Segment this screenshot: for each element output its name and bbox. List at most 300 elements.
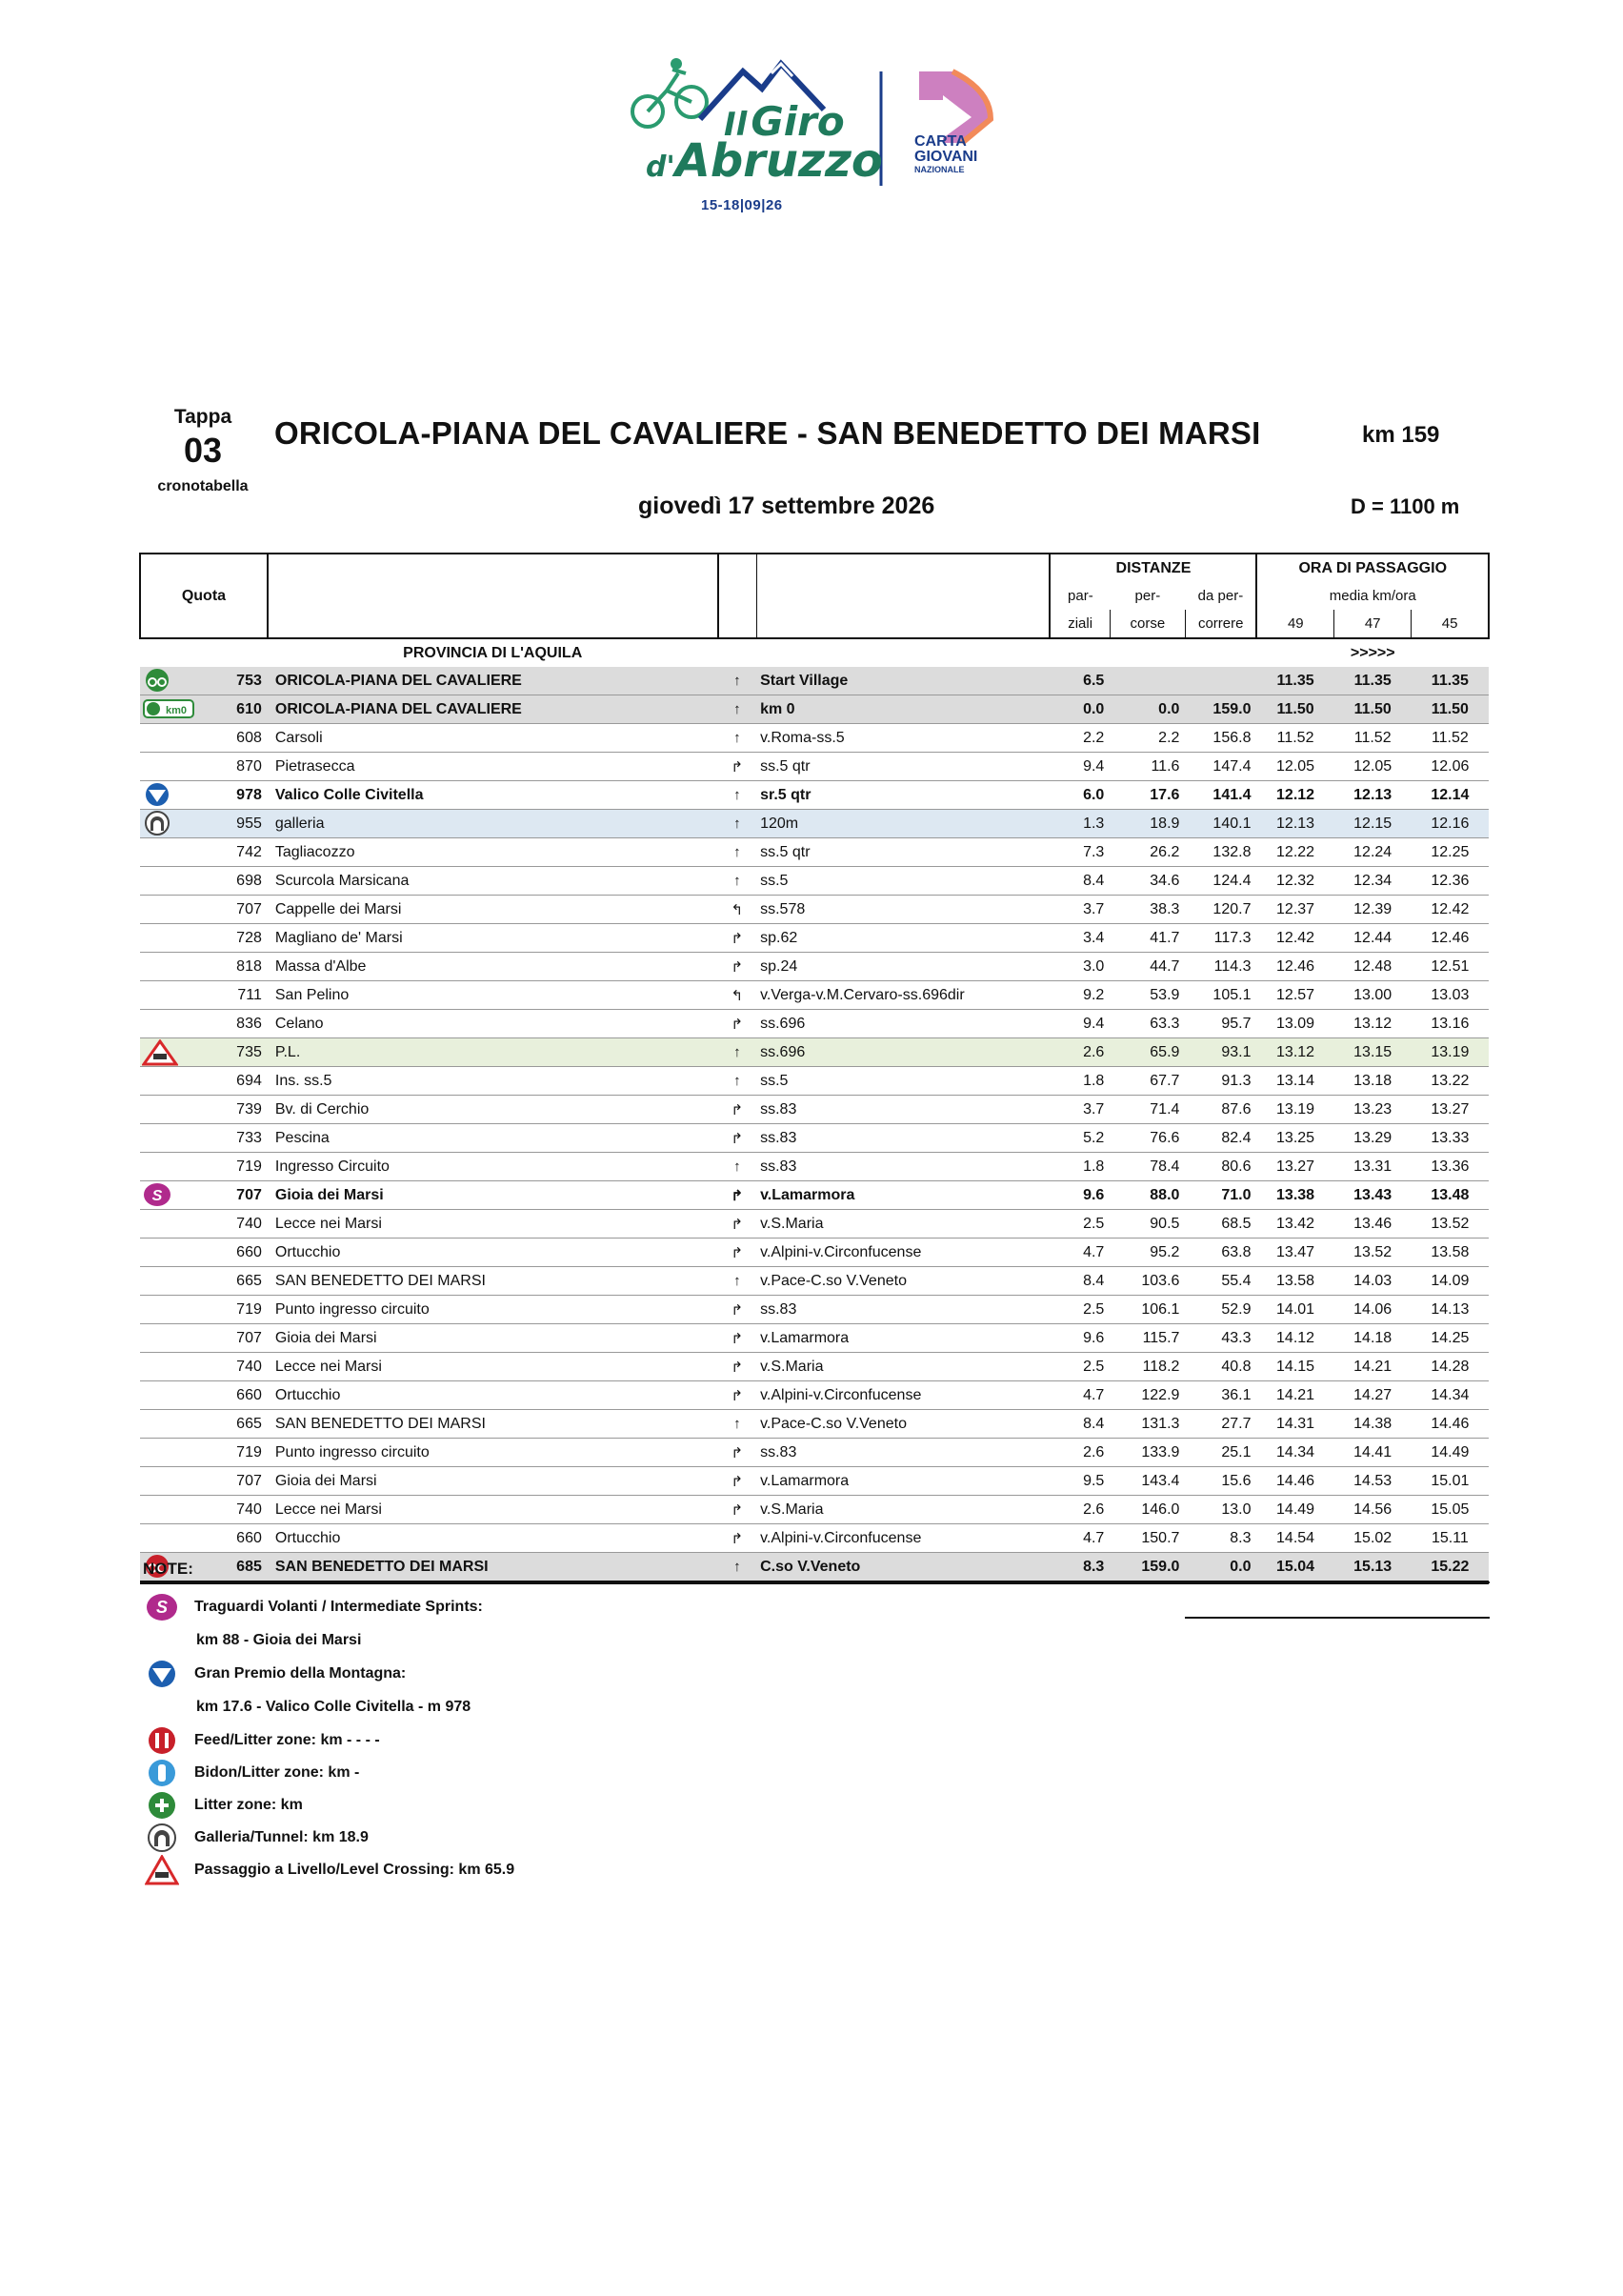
road-cell: v.S.Maria bbox=[756, 1496, 1050, 1524]
remaining-km-cell: 124.4 bbox=[1185, 867, 1256, 896]
time-45-cell: 15.11 bbox=[1412, 1524, 1489, 1553]
time-45-cell: 13.36 bbox=[1412, 1153, 1489, 1181]
quota-cell: 818 bbox=[140, 953, 268, 981]
time-45-cell: 13.48 bbox=[1412, 1181, 1489, 1210]
remaining-km-cell: 156.8 bbox=[1185, 724, 1256, 753]
location-cell: Ins. ss.5 bbox=[268, 1067, 718, 1096]
time-45-cell: 14.34 bbox=[1412, 1381, 1489, 1410]
covered-km-cell: 26.2 bbox=[1110, 838, 1185, 867]
partial-km-cell: 5.2 bbox=[1050, 1124, 1110, 1153]
note-litter: Litter zone: km bbox=[143, 1789, 810, 1822]
time-47-cell: 14.03 bbox=[1334, 1267, 1412, 1296]
road-cell: v.Lamarmora bbox=[756, 1181, 1050, 1210]
covered-km-cell: 159.0 bbox=[1110, 1553, 1185, 1583]
time-45-cell: 13.27 bbox=[1412, 1096, 1489, 1124]
road-cell: v.S.Maria bbox=[756, 1210, 1050, 1239]
road-cell: v.Alpini-v.Circonfucense bbox=[756, 1381, 1050, 1410]
partial-km-cell: 6.5 bbox=[1050, 667, 1110, 695]
time-49-cell: 13.25 bbox=[1256, 1124, 1333, 1153]
partial-km-cell: 3.4 bbox=[1050, 924, 1110, 953]
table-row bbox=[140, 981, 1489, 1010]
road-cell: ss.5 bbox=[756, 1067, 1050, 1096]
partial-km-cell: 2.5 bbox=[1050, 1210, 1110, 1239]
partial-km-cell: 2.6 bbox=[1050, 1439, 1110, 1467]
stage-label: Tappa bbox=[173, 406, 232, 428]
table-row bbox=[140, 1267, 1489, 1296]
location-cell: Ortucchio bbox=[268, 1524, 718, 1553]
time-49-cell: 12.42 bbox=[1256, 924, 1333, 953]
direction-cell: ↰ bbox=[718, 981, 757, 1010]
quota-cell: 711 bbox=[140, 981, 268, 1010]
partial-header-2: ziali bbox=[1050, 610, 1110, 638]
time-47-cell: 14.21 bbox=[1334, 1353, 1412, 1381]
time-45-cell: 12.36 bbox=[1412, 867, 1489, 896]
time-49-cell: 13.09 bbox=[1256, 1010, 1333, 1038]
distances-header: DISTANZE bbox=[1050, 554, 1256, 582]
note-gpm-detail: km 17.6 - Valico Colle Civitella - m 978 bbox=[196, 1699, 471, 1715]
direction-cell: ↱ bbox=[718, 1124, 757, 1153]
direction-cell: ↑ bbox=[718, 1410, 757, 1439]
average-speed-header: media km/ora bbox=[1256, 582, 1489, 610]
remaining-km-cell: 63.8 bbox=[1185, 1239, 1256, 1267]
quota-cell: 739 bbox=[140, 1096, 268, 1124]
level-crossing-icon bbox=[143, 1854, 181, 1886]
carta-giovani-text: CARTA GIOVANI NAZIONALE bbox=[914, 133, 978, 174]
km0-icon bbox=[142, 696, 195, 724]
remaining-km-cell: 132.8 bbox=[1185, 838, 1256, 867]
remaining-km-cell: 68.5 bbox=[1185, 1210, 1256, 1239]
giro-il-text: IlGiro bbox=[724, 98, 845, 145]
remaining-km-cell: 8.3 bbox=[1185, 1524, 1256, 1553]
time-49-cell: 13.42 bbox=[1256, 1210, 1333, 1239]
time-47-cell: 14.27 bbox=[1334, 1381, 1412, 1410]
quota-cell: 870 bbox=[140, 753, 268, 781]
direction-cell: ↑ bbox=[718, 867, 757, 896]
table-row bbox=[140, 1038, 1489, 1067]
time-49-cell: 14.34 bbox=[1256, 1439, 1333, 1467]
remaining-km-cell: 140.1 bbox=[1185, 810, 1256, 838]
time-47-cell: 12.15 bbox=[1334, 810, 1412, 838]
direction-cell: ↰ bbox=[718, 896, 757, 924]
time-45-cell: 13.58 bbox=[1412, 1239, 1489, 1267]
road-cell: ss.83 bbox=[756, 1153, 1050, 1181]
remaining-km-cell: 147.4 bbox=[1185, 753, 1256, 781]
direction-cell: ↱ bbox=[718, 1010, 757, 1038]
time-47-cell: 14.06 bbox=[1334, 1296, 1412, 1324]
location-cell: Lecce nei Marsi bbox=[268, 1210, 718, 1239]
location-cell: Tagliacozzo bbox=[268, 838, 718, 867]
table-row bbox=[140, 753, 1489, 781]
table-row bbox=[140, 781, 1489, 810]
time-49-cell: 12.22 bbox=[1256, 838, 1333, 867]
table-row bbox=[140, 810, 1489, 838]
direction-arrows: >>>>> bbox=[1350, 644, 1395, 661]
time-49-cell: 13.38 bbox=[1256, 1181, 1333, 1210]
quota-cell: 707 bbox=[140, 896, 268, 924]
partial-km-cell: 1.3 bbox=[1050, 810, 1110, 838]
time-49-cell: 13.14 bbox=[1256, 1067, 1333, 1096]
direction-cell: ↱ bbox=[718, 1324, 757, 1353]
time-47-cell: 14.56 bbox=[1334, 1496, 1412, 1524]
quota-cell: 719 bbox=[140, 1153, 268, 1181]
notes-title: NOTE: bbox=[143, 1560, 193, 1578]
time-45-cell: 14.25 bbox=[1412, 1324, 1489, 1353]
direction-cell: ↱ bbox=[718, 1496, 757, 1524]
quota-cell: 735 bbox=[140, 1038, 268, 1067]
time-45-cell: 14.46 bbox=[1412, 1410, 1489, 1439]
direction-cell: ↑ bbox=[718, 667, 757, 695]
table-row bbox=[140, 1410, 1489, 1439]
quota-cell: 707 bbox=[140, 1324, 268, 1353]
time-49-cell: 12.05 bbox=[1256, 753, 1333, 781]
direction-cell: ↱ bbox=[718, 1381, 757, 1410]
time-47-cell: 15.02 bbox=[1334, 1524, 1412, 1553]
gpm-icon bbox=[143, 1658, 181, 1690]
time-49-cell: 14.49 bbox=[1256, 1496, 1333, 1524]
time-49-cell: 14.01 bbox=[1256, 1296, 1333, 1324]
start-icon bbox=[142, 668, 172, 695]
covered-km-cell: 88.0 bbox=[1110, 1181, 1185, 1210]
time-49-cell: 12.13 bbox=[1256, 810, 1333, 838]
covered-km-cell: 115.7 bbox=[1110, 1324, 1185, 1353]
svg-text:S: S bbox=[155, 1598, 169, 1617]
quota-cell: 698 bbox=[140, 867, 268, 896]
remaining-km-cell: 0.0 bbox=[1185, 1553, 1256, 1583]
partial-km-cell: 1.8 bbox=[1050, 1067, 1110, 1096]
time-47-cell: 14.18 bbox=[1334, 1324, 1412, 1353]
time-49-cell: 14.31 bbox=[1256, 1410, 1333, 1439]
covered-km-cell: 122.9 bbox=[1110, 1381, 1185, 1410]
crossing-icon bbox=[142, 1039, 178, 1067]
location-cell: Gioia dei Marsi bbox=[268, 1467, 718, 1496]
note-bidon: Bidon/Litter zone: km - bbox=[143, 1757, 810, 1789]
quota-cell: 740 bbox=[140, 1353, 268, 1381]
table-row bbox=[140, 724, 1489, 753]
covered-km-cell: 53.9 bbox=[1110, 981, 1185, 1010]
gpm-icon bbox=[142, 782, 172, 810]
road-cell: ss.696 bbox=[756, 1038, 1050, 1067]
quota-cell: 753 bbox=[140, 667, 268, 695]
location-cell: P.L. bbox=[268, 1038, 718, 1067]
partial-km-cell: 2.5 bbox=[1050, 1296, 1110, 1324]
time-49-cell: 12.12 bbox=[1256, 781, 1333, 810]
remaining-km-cell: 15.6 bbox=[1185, 1467, 1256, 1496]
road-cell: ss.5 qtr bbox=[756, 838, 1050, 867]
direction-cell: ↱ bbox=[718, 1096, 757, 1124]
direction-cell: ↱ bbox=[718, 1239, 757, 1267]
covered-km-cell: 0.0 bbox=[1110, 695, 1185, 724]
covered-header-2: corse bbox=[1110, 610, 1185, 638]
road-cell: v.S.Maria bbox=[756, 1353, 1050, 1381]
quota-cell: 733 bbox=[140, 1124, 268, 1153]
road-cell: sp.24 bbox=[756, 953, 1050, 981]
covered-km-cell: 65.9 bbox=[1110, 1038, 1185, 1067]
time-45-cell: 15.05 bbox=[1412, 1496, 1489, 1524]
location-cell: Scurcola Marsicana bbox=[268, 867, 718, 896]
location-cell: ORICOLA-PIANA DEL CAVALIERE bbox=[268, 667, 718, 695]
quota-cell: S 707 bbox=[140, 1181, 268, 1210]
table-row bbox=[140, 1096, 1489, 1124]
road-cell: v.Roma-ss.5 bbox=[756, 724, 1050, 753]
speed-47-header: 47 bbox=[1334, 610, 1412, 638]
location-cell: Ortucchio bbox=[268, 1381, 718, 1410]
covered-km-cell: 44.7 bbox=[1110, 953, 1185, 981]
timetable bbox=[139, 553, 1490, 1584]
timetable-grid bbox=[139, 553, 1490, 1584]
remaining-km-cell: 105.1 bbox=[1185, 981, 1256, 1010]
partial-km-cell: 4.7 bbox=[1050, 1524, 1110, 1553]
location-cell: Valico Colle Civitella bbox=[268, 781, 718, 810]
road-cell: Start Village bbox=[756, 667, 1050, 695]
direction-cell: ↑ bbox=[718, 1153, 757, 1181]
quota-cell: 836 bbox=[140, 1010, 268, 1038]
sprint-icon bbox=[143, 1591, 181, 1623]
time-45-cell: 12.14 bbox=[1412, 781, 1489, 810]
remaining-km-cell: 93.1 bbox=[1185, 1038, 1256, 1067]
location-cell: Gioia dei Marsi bbox=[268, 1181, 718, 1210]
time-49-cell: 11.35 bbox=[1256, 667, 1333, 695]
time-49-cell: 12.37 bbox=[1256, 896, 1333, 924]
time-47-cell: 14.38 bbox=[1334, 1410, 1412, 1439]
table-row bbox=[140, 838, 1489, 867]
notes-section bbox=[143, 1555, 810, 1886]
road-cell: v.Lamarmora bbox=[756, 1467, 1050, 1496]
quota-cell: 694 bbox=[140, 1067, 268, 1096]
table-row bbox=[140, 1296, 1489, 1324]
table-row bbox=[140, 1153, 1489, 1181]
direction-cell: ↑ bbox=[718, 1267, 757, 1296]
partial-km-cell: 9.6 bbox=[1050, 1324, 1110, 1353]
remaining-km-cell: 95.7 bbox=[1185, 1010, 1256, 1038]
time-45-cell: 14.13 bbox=[1412, 1296, 1489, 1324]
partial-km-cell: 2.6 bbox=[1050, 1038, 1110, 1067]
time-49-cell: 14.21 bbox=[1256, 1381, 1333, 1410]
time-45-cell: 13.33 bbox=[1412, 1124, 1489, 1153]
quota-cell: km0 610 bbox=[140, 695, 268, 724]
remaining-km-cell: 91.3 bbox=[1185, 1067, 1256, 1096]
quota-cell: 665 bbox=[140, 1410, 268, 1439]
location-cell: Pescina bbox=[268, 1124, 718, 1153]
location-cell: SAN BENEDETTO DEI MARSI bbox=[268, 1410, 718, 1439]
time-45-cell: 11.35 bbox=[1412, 667, 1489, 695]
partial-km-cell: 9.4 bbox=[1050, 1010, 1110, 1038]
location-header bbox=[268, 554, 718, 638]
time-49-cell: 11.50 bbox=[1256, 695, 1333, 724]
remaining-km-cell: 13.0 bbox=[1185, 1496, 1256, 1524]
partial-km-cell: 9.2 bbox=[1050, 981, 1110, 1010]
table-row bbox=[140, 1467, 1489, 1496]
table-row bbox=[140, 667, 1489, 695]
location-cell: Lecce nei Marsi bbox=[268, 1353, 718, 1381]
table-row bbox=[140, 1210, 1489, 1239]
location-cell: Pietrasecca bbox=[268, 753, 718, 781]
remaining-km-cell: 80.6 bbox=[1185, 1153, 1256, 1181]
remaining-km-cell: 25.1 bbox=[1185, 1439, 1256, 1467]
bidon-zone-icon bbox=[143, 1757, 181, 1789]
direction-header bbox=[718, 554, 757, 638]
quota-cell: 660 bbox=[140, 1524, 268, 1553]
stage-subtitle: cronotabella bbox=[157, 478, 249, 494]
time-45-cell: 12.46 bbox=[1412, 924, 1489, 953]
province-label: PROVINCIA DI L'AQUILA bbox=[403, 644, 583, 661]
covered-km-cell: 38.3 bbox=[1110, 896, 1185, 924]
time-49-cell: 13.19 bbox=[1256, 1096, 1333, 1124]
remaining-km-cell: 40.8 bbox=[1185, 1353, 1256, 1381]
covered-km-cell: 63.3 bbox=[1110, 1010, 1185, 1038]
time-47-cell: 12.34 bbox=[1334, 867, 1412, 896]
note-sprint: S Traguardi Volanti / Intermediate Sprints: bbox=[143, 1591, 810, 1623]
partial-km-cell: 9.5 bbox=[1050, 1467, 1110, 1496]
road-cell: km 0 bbox=[756, 695, 1050, 724]
road-cell: ss.83 bbox=[756, 1296, 1050, 1324]
tunnel-icon bbox=[143, 1822, 181, 1854]
direction-cell: ↱ bbox=[718, 1353, 757, 1381]
direction-cell: ↑ bbox=[718, 1038, 757, 1067]
time-49-cell: 14.46 bbox=[1256, 1467, 1333, 1496]
location-cell: Ortucchio bbox=[268, 1239, 718, 1267]
partial-km-cell: 2.6 bbox=[1050, 1496, 1110, 1524]
road-cell: v.Pace-C.so V.Veneto bbox=[756, 1267, 1050, 1296]
remaining-km-cell: 36.1 bbox=[1185, 1381, 1256, 1410]
road-cell: ss.83 bbox=[756, 1096, 1050, 1124]
quota-cell: 742 bbox=[140, 838, 268, 867]
partial-km-cell: 8.4 bbox=[1050, 867, 1110, 896]
table-row bbox=[140, 1010, 1489, 1038]
road-cell: ss.83 bbox=[756, 1439, 1050, 1467]
time-47-cell: 12.39 bbox=[1334, 896, 1412, 924]
road-cell: ss.5 bbox=[756, 867, 1050, 896]
note-crossing: Passaggio a Livello/Level Crossing: km 65.9 bbox=[143, 1854, 810, 1886]
covered-km-cell: 90.5 bbox=[1110, 1210, 1185, 1239]
time-45-cell: 14.49 bbox=[1412, 1439, 1489, 1467]
covered-km-cell: 18.9 bbox=[1110, 810, 1185, 838]
time-47-cell: 11.35 bbox=[1334, 667, 1412, 695]
road-cell: v.Verga-v.M.Cervaro-ss.696dir bbox=[756, 981, 1050, 1010]
covered-km-cell: 71.4 bbox=[1110, 1096, 1185, 1124]
time-45-cell: 14.28 bbox=[1412, 1353, 1489, 1381]
location-cell: San Pelino bbox=[268, 981, 718, 1010]
time-47-cell: 13.23 bbox=[1334, 1096, 1412, 1124]
quota-cell: 660 bbox=[140, 1381, 268, 1410]
partial-km-cell: 6.0 bbox=[1050, 781, 1110, 810]
quota-cell: 660 bbox=[140, 1239, 268, 1267]
direction-cell: ↑ bbox=[718, 1553, 757, 1583]
note-line bbox=[1185, 1617, 1490, 1619]
location-cell: Lecce nei Marsi bbox=[268, 1496, 718, 1524]
covered-km-cell: 106.1 bbox=[1110, 1296, 1185, 1324]
covered-km-cell: 76.6 bbox=[1110, 1124, 1185, 1153]
time-47-cell: 13.31 bbox=[1334, 1153, 1412, 1181]
time-47-cell: 12.48 bbox=[1334, 953, 1412, 981]
time-47-cell: 14.53 bbox=[1334, 1467, 1412, 1496]
location-cell: Celano bbox=[268, 1010, 718, 1038]
note-tunnel: Galleria/Tunnel: km 18.9 bbox=[143, 1822, 810, 1854]
time-47-cell: 13.12 bbox=[1334, 1010, 1412, 1038]
road-cell: v.Pace-C.so V.Veneto bbox=[756, 1410, 1050, 1439]
table-row bbox=[140, 1239, 1489, 1267]
partial-km-cell: 8.4 bbox=[1050, 1410, 1110, 1439]
remaining-km-cell: 52.9 bbox=[1185, 1296, 1256, 1324]
road-header bbox=[756, 554, 1050, 638]
time-45-cell: 13.16 bbox=[1412, 1010, 1489, 1038]
time-47-cell: 11.52 bbox=[1334, 724, 1412, 753]
direction-cell: ↱ bbox=[718, 953, 757, 981]
time-47-cell: 13.29 bbox=[1334, 1124, 1412, 1153]
direction-cell: ↑ bbox=[718, 781, 757, 810]
litter-zone-icon bbox=[143, 1789, 181, 1822]
time-49-cell: 12.46 bbox=[1256, 953, 1333, 981]
road-cell: sp.62 bbox=[756, 924, 1050, 953]
stage-number: 03 bbox=[183, 431, 223, 470]
covered-km-cell: 146.0 bbox=[1110, 1496, 1185, 1524]
direction-cell: ↱ bbox=[718, 1524, 757, 1553]
stage-title: ORICOLA-PIANA DEL CAVALIERE - SAN BENEDETTO DEI MARSI bbox=[274, 415, 1261, 451]
partial-km-cell: 0.0 bbox=[1050, 695, 1110, 724]
covered-km-cell: 78.4 bbox=[1110, 1153, 1185, 1181]
location-cell: Ingresso Circuito bbox=[268, 1153, 718, 1181]
covered-km-cell: 150.7 bbox=[1110, 1524, 1185, 1553]
time-49-cell: 12.57 bbox=[1256, 981, 1333, 1010]
remaining-km-cell: 27.7 bbox=[1185, 1410, 1256, 1439]
time-45-cell: 15.01 bbox=[1412, 1467, 1489, 1496]
table-row bbox=[140, 695, 1489, 724]
time-47-cell: 12.05 bbox=[1334, 753, 1412, 781]
remaining-km-cell: 120.7 bbox=[1185, 896, 1256, 924]
remaining-header-1: da per- bbox=[1185, 582, 1256, 610]
event-dates: 15-18|09|26 bbox=[701, 197, 783, 213]
time-49-cell: 13.12 bbox=[1256, 1038, 1333, 1067]
svg-text:S: S bbox=[151, 1188, 163, 1204]
covered-km-cell: 11.6 bbox=[1110, 753, 1185, 781]
covered-km-cell: 143.4 bbox=[1110, 1467, 1185, 1496]
partial-km-cell: 4.7 bbox=[1050, 1239, 1110, 1267]
partial-km-cell: 9.6 bbox=[1050, 1181, 1110, 1210]
covered-km-cell: 133.9 bbox=[1110, 1439, 1185, 1467]
svg-text:km0: km0 bbox=[165, 705, 188, 716]
road-cell: 120m bbox=[756, 810, 1050, 838]
partial-km-cell: 4.7 bbox=[1050, 1381, 1110, 1410]
location-cell: Punto ingresso circuito bbox=[268, 1296, 718, 1324]
time-47-cell: 12.13 bbox=[1334, 781, 1412, 810]
feed-zone-icon bbox=[143, 1724, 181, 1757]
road-cell: ss.696 bbox=[756, 1010, 1050, 1038]
time-47-cell: 11.50 bbox=[1334, 695, 1412, 724]
table-row bbox=[140, 867, 1489, 896]
time-49-cell: 13.47 bbox=[1256, 1239, 1333, 1267]
remaining-km-cell: 82.4 bbox=[1185, 1124, 1256, 1153]
time-47-cell: 12.44 bbox=[1334, 924, 1412, 953]
location-cell: Magliano de' Marsi bbox=[268, 924, 718, 953]
time-45-cell: 13.52 bbox=[1412, 1210, 1489, 1239]
location-cell: Bv. di Cerchio bbox=[268, 1096, 718, 1124]
speed-49-header: 49 bbox=[1256, 610, 1333, 638]
table-row bbox=[140, 924, 1489, 953]
quota-cell: 955 bbox=[140, 810, 268, 838]
direction-cell: ↑ bbox=[718, 810, 757, 838]
table-row bbox=[140, 953, 1489, 981]
time-47-cell: 14.41 bbox=[1334, 1439, 1412, 1467]
time-45-cell: 13.22 bbox=[1412, 1067, 1489, 1096]
table-row bbox=[140, 1067, 1489, 1096]
partial-km-cell: 1.8 bbox=[1050, 1153, 1110, 1181]
direction-cell: ↱ bbox=[718, 1467, 757, 1496]
covered-km-cell: 95.2 bbox=[1110, 1239, 1185, 1267]
remaining-km-cell: 117.3 bbox=[1185, 924, 1256, 953]
direction-cell: ↑ bbox=[718, 1067, 757, 1096]
time-45-cell: 14.09 bbox=[1412, 1267, 1489, 1296]
remaining-km-cell: 71.0 bbox=[1185, 1181, 1256, 1210]
road-cell: ss.5 qtr bbox=[756, 753, 1050, 781]
